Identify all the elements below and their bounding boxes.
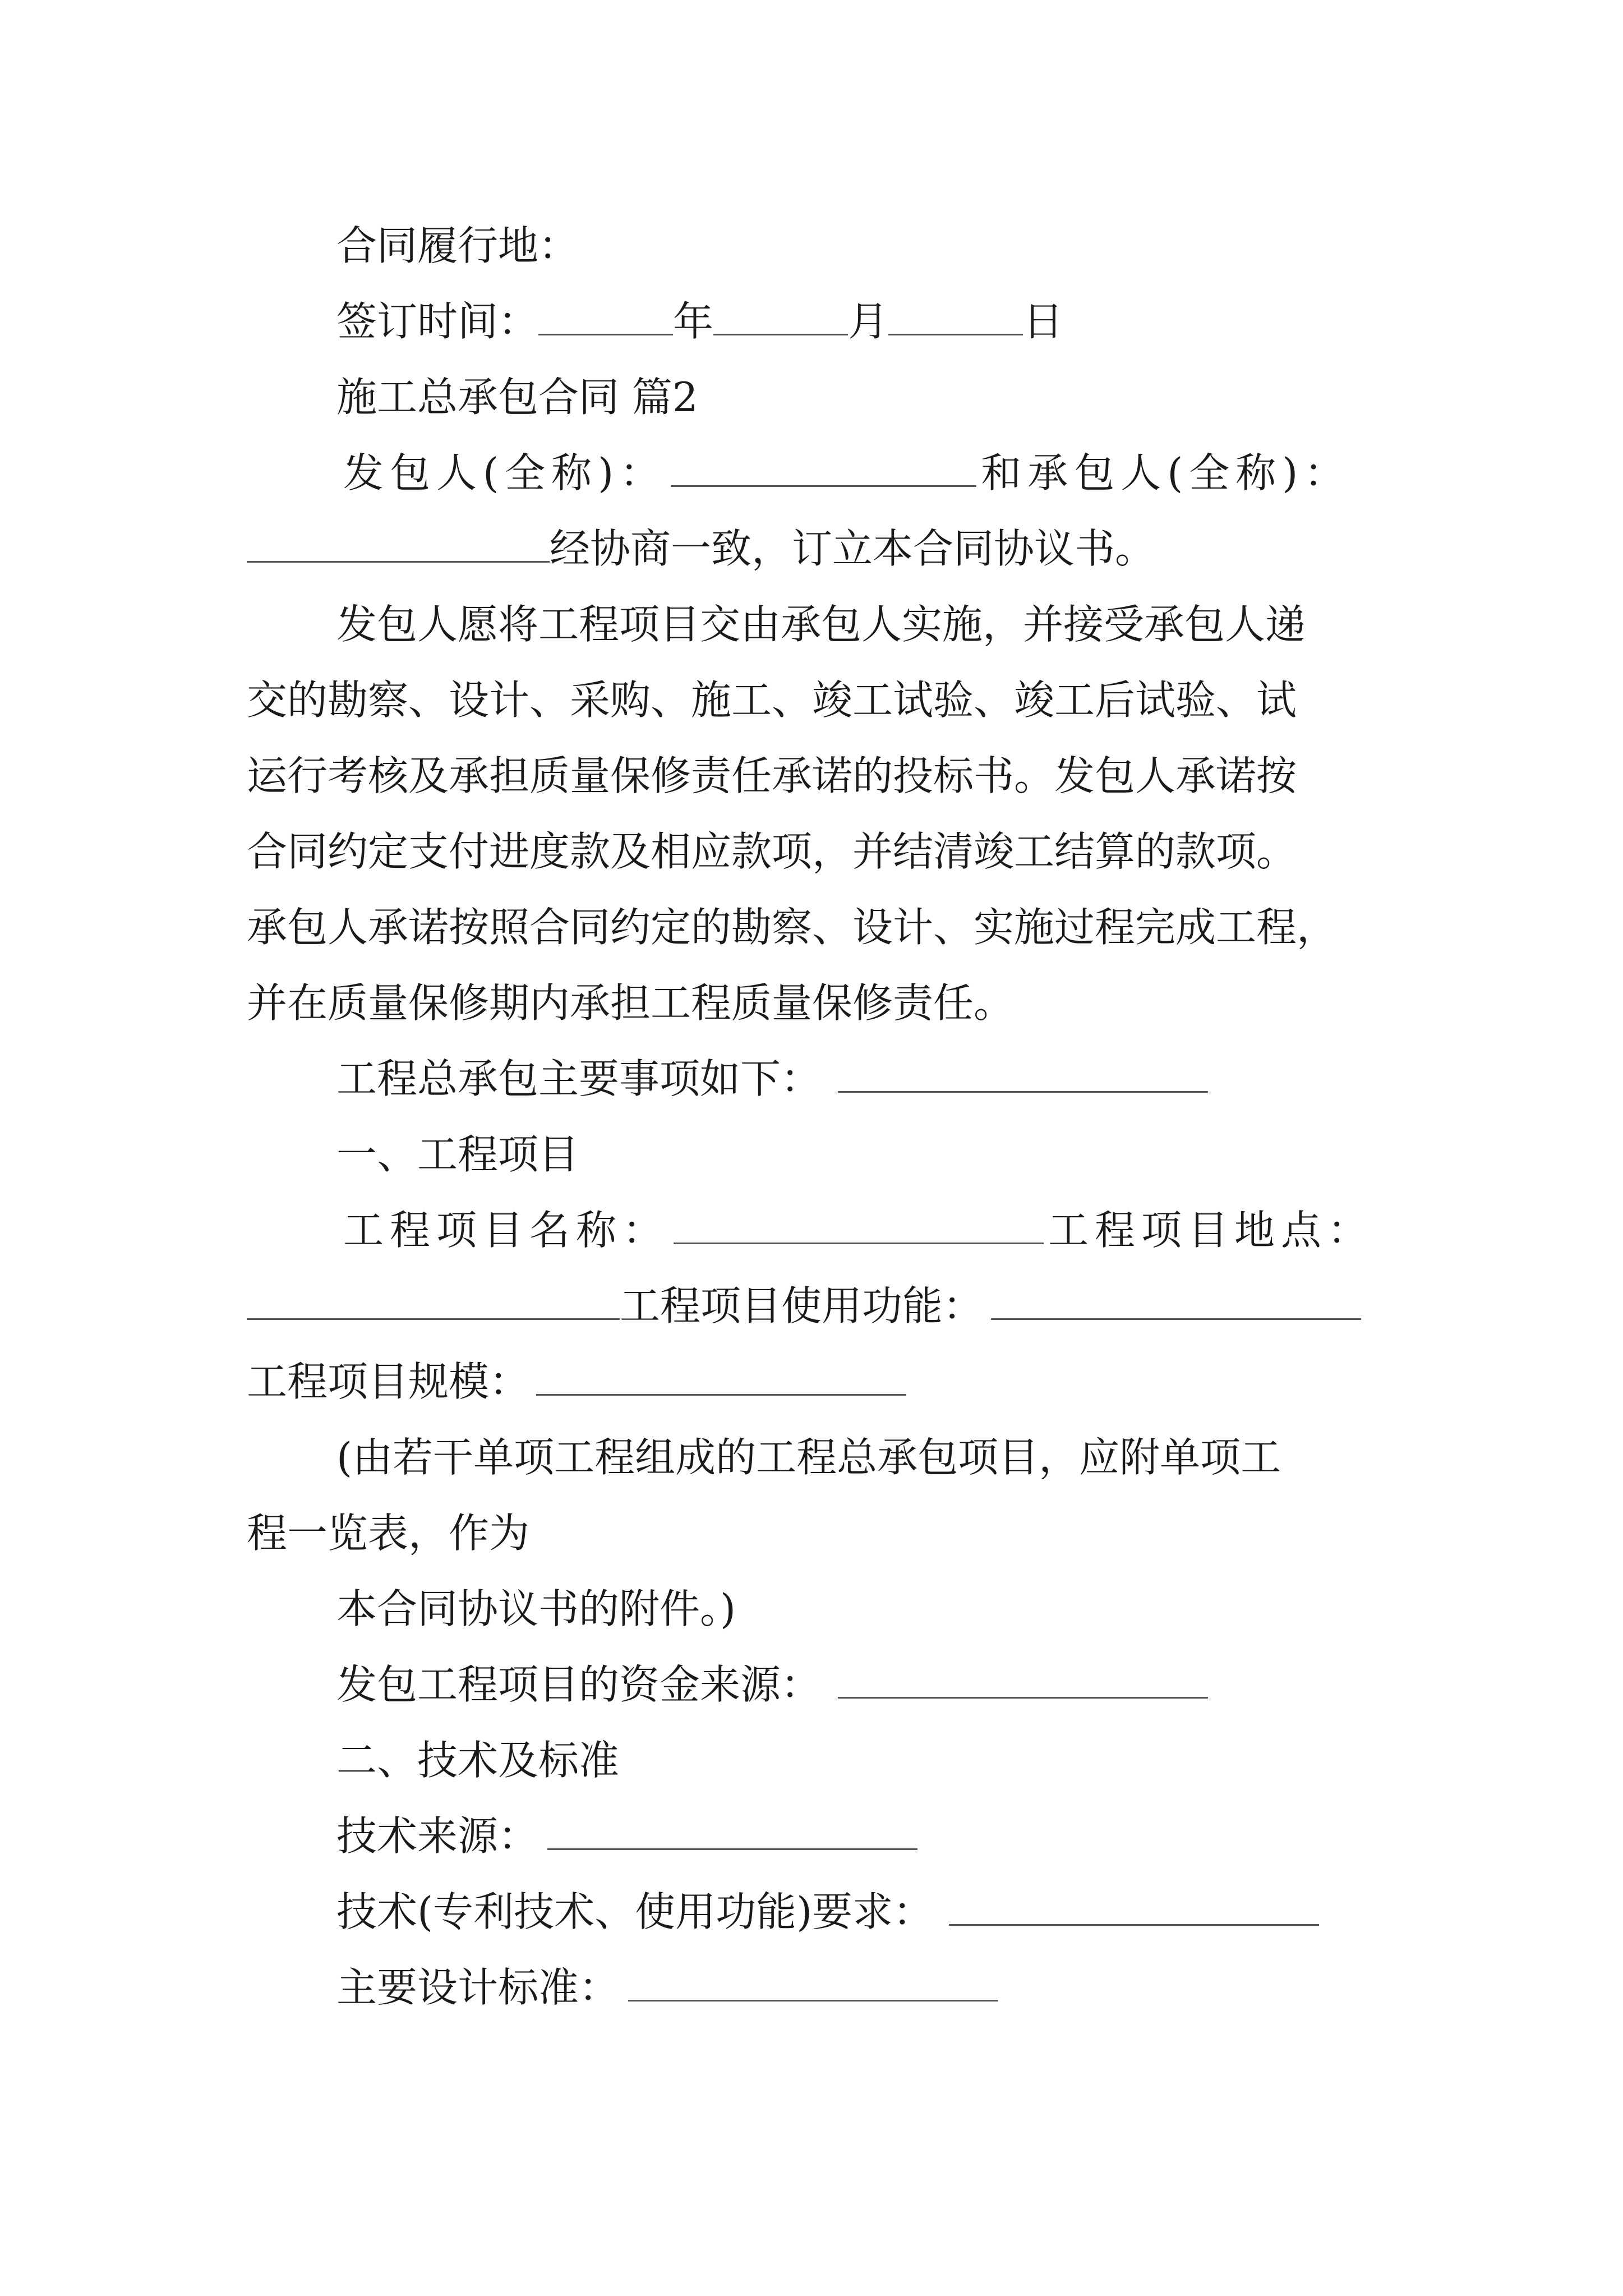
- note-text: (由若干单项工程组成的工程总承包项目，应附单项工: [336, 1434, 1281, 1481]
- main-items-blank[interactable]: [838, 1054, 1208, 1093]
- note-line: [336, 1430, 1391, 1484]
- paragraph-line: [247, 673, 1391, 727]
- project-function-blank[interactable]: [991, 1281, 1361, 1320]
- paragraph-text: 合同约定支付进度款及相应款项，并结清竣工结算的款项。: [247, 828, 1297, 875]
- note-line: [336, 1582, 1391, 1636]
- contract-place-label: 合同履行地：: [336, 222, 579, 269]
- note-text: 本合同协议书的附件。): [336, 1585, 736, 1632]
- main-items-line: [336, 1052, 1391, 1106]
- paragraph-line: [247, 749, 1391, 803]
- paragraph-line: [247, 976, 1391, 1030]
- funding-source-label: 发包工程项目的资金来源：: [336, 1661, 822, 1708]
- project-name-label: 工程项目名称：: [343, 1207, 670, 1254]
- project-name-line: [343, 1203, 1398, 1257]
- parties-line: [343, 446, 1398, 500]
- project-location-blank[interactable]: [247, 1281, 620, 1320]
- paragraph-text: 交的勘察、设计、采购、施工、竣工试验、竣工后试验、试: [247, 677, 1297, 724]
- month-label: 月: [848, 298, 889, 345]
- day-blank[interactable]: [888, 297, 1023, 335]
- funding-source-blank[interactable]: [838, 1660, 1208, 1699]
- tech-source-blank[interactable]: [547, 1811, 917, 1850]
- signing-date-label: 签订时间：: [336, 298, 539, 345]
- section-two-title: 二、技术及标准: [336, 1737, 620, 1784]
- section-one-title: 一、工程项目: [336, 1131, 579, 1178]
- paragraph-text: 运行考核及承担质量保修责任承诺的投标书。发包人承诺按: [247, 752, 1297, 799]
- section-title: 施工总承包合同 篇2: [336, 374, 698, 421]
- section-one-heading: [336, 1128, 1391, 1181]
- project-scale-blank[interactable]: [536, 1357, 906, 1396]
- year-label: 年: [673, 298, 714, 345]
- paragraph-text: 发包人愿将工程项目交由承包人实施，并接受承包人递: [336, 601, 1306, 648]
- project-scale-line: [247, 1355, 1391, 1409]
- paragraph-text: 并在质量保修期内承担工程质量保修责任。: [247, 979, 1015, 1027]
- tech-requirements-label: 技术(专利技术、使用功能)要求：: [336, 1888, 934, 1935]
- note-text: 程一览表，作为: [247, 1510, 530, 1557]
- agreement-line: [247, 522, 1391, 576]
- paragraph-line: [247, 825, 1391, 878]
- tech-requirements-line: [336, 1885, 1391, 1939]
- day-label: 日: [1023, 298, 1064, 345]
- design-standards-line: [336, 1961, 1391, 2014]
- tech-source-label: 技术来源：: [336, 1812, 539, 1860]
- tech-requirements-blank[interactable]: [949, 1887, 1319, 1926]
- year-blank[interactable]: [538, 297, 673, 335]
- employer-name-blank[interactable]: [671, 448, 976, 487]
- contractor-label: 和承包人(全称)：: [981, 449, 1351, 496]
- agreement-text: 经协商一致，订立本合同协议书。: [550, 525, 1156, 572]
- paragraph-line: [336, 597, 1391, 651]
- section-two-heading: [336, 1733, 1391, 1787]
- month-blank[interactable]: [713, 297, 848, 335]
- project-location-label: 工程项目地点：: [1048, 1207, 1375, 1254]
- funding-source-line: [336, 1658, 1391, 1711]
- design-standards-label: 主要设计标准：: [336, 1964, 620, 2011]
- main-items-label: 工程总承包主要事项如下：: [336, 1055, 822, 1102]
- section-heading: [336, 370, 1391, 424]
- paragraph-text: 承包人承诺按照合同约定的勘察、设计、实施过程完成工程，: [247, 904, 1338, 951]
- tech-source-line: [336, 1809, 1391, 1863]
- project-function-line: [247, 1279, 1391, 1333]
- signing-date-line: [336, 295, 1391, 348]
- note-line: [247, 1506, 1391, 1560]
- contract-place-line: [336, 219, 1391, 273]
- employer-label: 发包人(全称)：: [343, 449, 667, 496]
- contractor-name-blank[interactable]: [247, 524, 550, 563]
- paragraph-line: [247, 900, 1391, 954]
- project-scale-label: 工程项目规模：: [247, 1358, 530, 1405]
- project-function-label: 工程项目使用功能：: [620, 1282, 984, 1329]
- design-standards-blank[interactable]: [628, 1963, 998, 2001]
- project-name-blank[interactable]: [674, 1205, 1044, 1244]
